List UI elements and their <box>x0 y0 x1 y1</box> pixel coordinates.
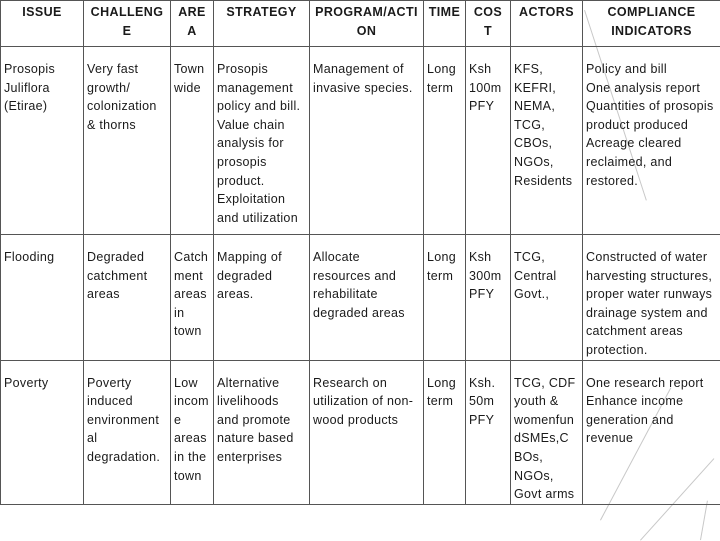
cell-strategy: Prosopis management policy and bill. Value chain analysis for prosopis product. Exploitation and utilization <box>214 47 310 235</box>
cell-challenge: Poverty induced environment al degradation. <box>84 360 171 504</box>
cell-program: Research on utilization of non- wood products <box>310 360 424 504</box>
cell-time: Long term <box>424 47 466 235</box>
column-header-actors: ACTORS <box>511 1 583 47</box>
column-header-indicators: COMPLIANCE INDICATORS <box>583 1 720 47</box>
column-header-time: TIME <box>424 1 466 47</box>
cell-cost: Ksh 100m PFY <box>466 47 511 235</box>
cell-challenge: Degraded catchment areas <box>84 235 171 361</box>
cell-indicators: Policy and bill One analysis report Quantities of prosopis product produced Acreage cleared reclaimed, and restored. <box>583 47 720 235</box>
cell-time: Long term <box>424 235 466 361</box>
cell-issue: Poverty <box>1 360 84 504</box>
cell-indicators: One research report Enhance income generation and revenue <box>583 360 720 504</box>
cell-area: Town wide <box>171 47 214 235</box>
header-row <box>1 1 720 47</box>
cell-cost: Ksh 300m PFY <box>466 235 511 361</box>
cell-strategy: Alternative livelihoods and promote nature based enterprises <box>214 360 310 504</box>
column-header-issue: ISSUE <box>1 1 84 47</box>
cell-program: Management of invasive species. <box>310 47 424 235</box>
table-row <box>1 360 720 504</box>
column-header-strategy: STRATEGY <box>214 1 310 47</box>
cell-actors: KFS, KEFRI, NEMA, TCG, CBOs, NGOs, Residents <box>511 47 583 235</box>
column-header-challenge: CHALLENG E <box>84 1 171 47</box>
cell-area: Low incom e areas in the town <box>171 360 214 504</box>
cell-issue: Flooding <box>1 235 84 361</box>
cell-area: Catch ment areas in town <box>171 235 214 361</box>
cell-challenge: Very fast growth/ colonization & thorns <box>84 47 171 235</box>
table-row <box>1 47 720 235</box>
column-header-program: PROGRAM/ACTI ON <box>310 1 424 47</box>
cell-issue: Prosopis Juliflora (Etirae) <box>1 47 84 235</box>
table-row <box>1 235 720 361</box>
cell-actors: TCG, Central Govt., <box>511 235 583 361</box>
cell-cost: Ksh. 50m PFY <box>466 360 511 504</box>
cell-strategy: Mapping of degraded areas. <box>214 235 310 361</box>
cell-actors: TCG, CDF youth & womenfun dSMEs,C BOs, NGOs, Govt arms <box>511 360 583 504</box>
cell-program: Allocate resources and rehabilitate degraded areas <box>310 235 424 361</box>
cell-time: Long term <box>424 360 466 504</box>
column-header-cost: COS T <box>466 1 511 47</box>
cell-indicators: Constructed of water harvesting structures, proper water runways drainage system and catchment areas protection. <box>583 235 720 361</box>
column-header-area: ARE A <box>171 1 214 47</box>
decorative-line <box>700 501 708 541</box>
